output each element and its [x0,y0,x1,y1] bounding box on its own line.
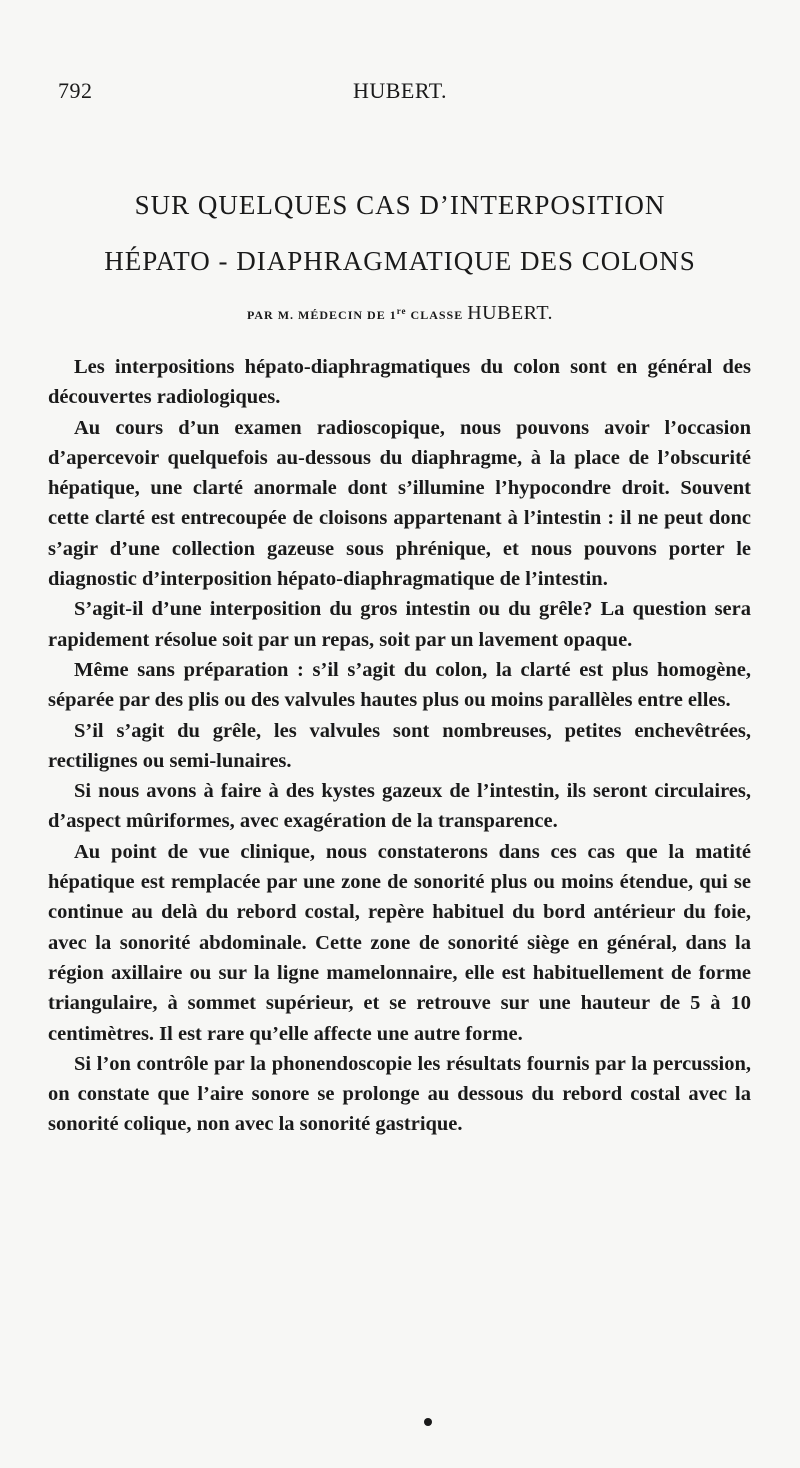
running-head: HUBERT. [352,78,448,103]
paragraph: S’agit-il d’une interposition du gros intestin ou du grêle? La question sera rapidement résolue soit par un repas, soit par un lavement opaque. [48,598,751,651]
paragraph: Si nous avons à faire à des kystes gazeux de l’intestin, ils seront circulaires, d’aspect mûriformes, avec exagération de la transparence. [48,780,751,833]
article-body [48,352,751,1140]
byline-superscript: re [396,306,407,316]
paragraph: Même sans préparation : s’il s’agit du colon, la clarté est plus homogène, séparée par des plis ou des valvules hautes plus ou moins parallèles entre elles. [48,658,751,712]
byline-class: CLASSE [406,308,468,322]
footer-bullet-icon [424,1418,432,1426]
paragraph: Si l’on contrôle par la phonendoscopie les résultats fournis par la percussion, on constate que l’aire sonore se prolonge au dessous du rebord costal avec la sonorité colique, non avec la sonorité gastrique. [48,1052,751,1136]
paragraph: Les interpositions hépato-diaphragmatiques du colon sont en général des découvertes radiologiques. [48,356,751,409]
paragraph: Au cours d’un examen radioscopique, nous pouvons avoir l’occasion d’apercevoir quelquefois au-dessous du diaphragme, à la place de l’obscurité hépatique, une clarté anormale dont s’illumine l’hypocondre droit. Souvent cette clarté est entrecoupée de cloisons appartenant à l’intestin : il ne peut donc s’agir d’une collection gazeuse sous phrénique, et nous pouvons porter le diagnostic d’interposition hépato-diaphragmatique de l’intestin. [48,416,751,591]
byline [0,302,800,325]
paragraph: Au point de vue clinique, nous constaterons dans ces cas que la matité hépatique est remplacée par une zone de sonorité plus ou moins étendue, qui se continue au delà du rebord costal, repère habituel du bord antérieur du foie, avec la sonorité abdominale. Cette zone de sonorité siège en général, dans la région axillaire ou sur la ligne mamelonnaire, elle est habituellement de forme triangulaire, à sommet supérieur, et se retrouve sur une hauteur de 5 à 10 centimètres. Il est rare qu’elle affecte une autre forme. [48,840,751,1045]
article-title-line-1: SUR QUELQUES CAS D’INTERPOSITION [134,190,666,220]
article-title-line-2: HÉPATO - DIAPHRAGMATIQUE DES COLONS [104,246,696,276]
byline-prefix: PAR M. MÉDECIN DE 1 [246,308,397,322]
page-number: 792 [58,78,93,103]
paragraph: S’il s’agit du grêle, les valvules sont nombreuses, petites enchevêtrées, rectilignes ou semi-lunaires. [48,719,751,772]
byline-author: HUBERT. [467,302,554,324]
